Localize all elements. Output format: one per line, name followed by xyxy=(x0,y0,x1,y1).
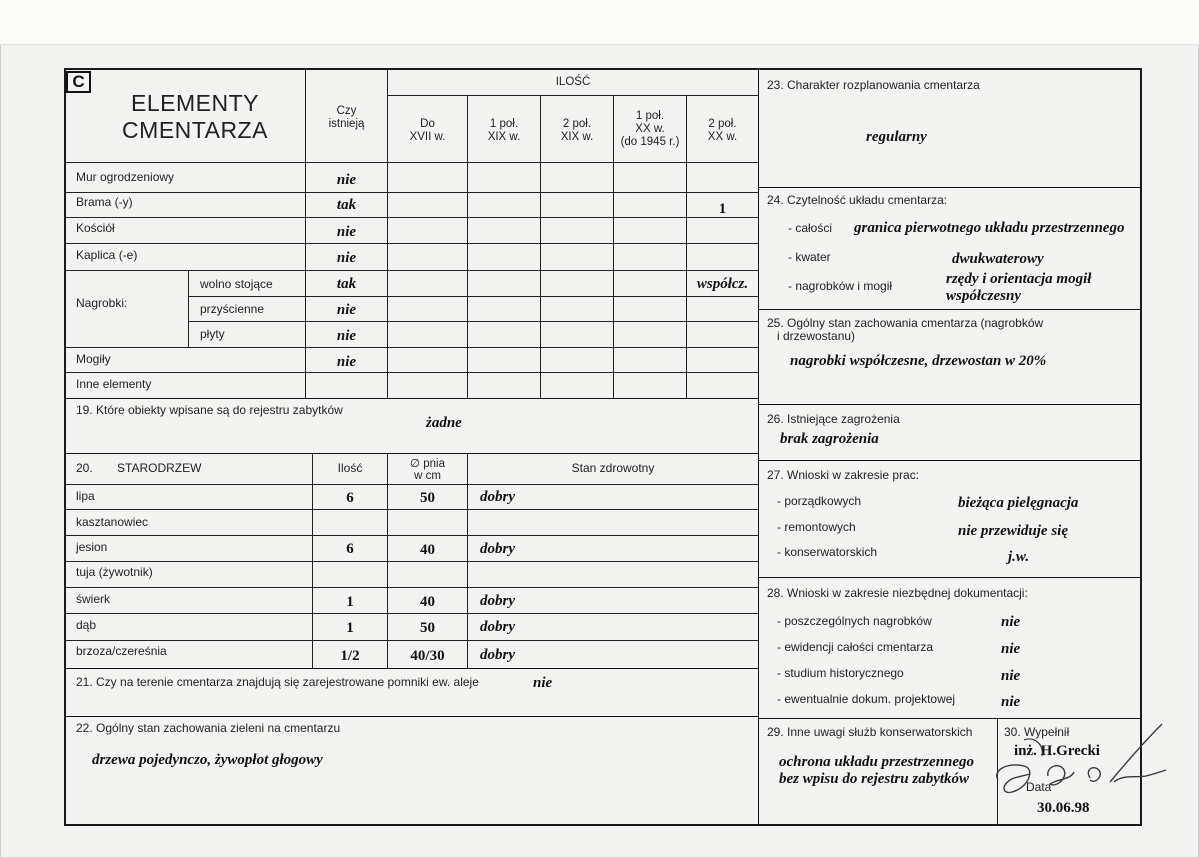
row-exists-slabs: nie xyxy=(336,328,357,344)
tree-qty: 1 xyxy=(346,594,354,610)
row-gate-count: 1 xyxy=(718,201,727,217)
q28-history-label: - studium historycznego xyxy=(777,666,904,680)
tree-species: tuja (żywotnik) xyxy=(76,565,153,579)
tree-species: świerk xyxy=(76,592,111,606)
row-exists-chapel: nie xyxy=(336,250,357,266)
q19-answer: żadne xyxy=(426,415,462,431)
q29-answer-line1: ochrona układu przestrzennego xyxy=(779,754,975,770)
q24-quarters-label: - kwater xyxy=(788,250,831,264)
tree-species: kasztanowiec xyxy=(76,515,149,529)
tree-species: jesion xyxy=(76,540,108,554)
q24-graves-answer-line2: współczesny xyxy=(946,288,1021,304)
row-label-gate: Brama (-y) xyxy=(76,195,133,209)
q29-answer-line2: bez wpisu do rejestru zabytków xyxy=(779,771,970,787)
q30-date: 30.06.98 xyxy=(1037,800,1090,816)
row-freestanding-period: współcz. xyxy=(696,276,749,292)
scan-top-margin xyxy=(0,0,1199,45)
q27-label: 27. Wnioski w zakresie prac: xyxy=(767,468,920,482)
period-1-line1: Do xyxy=(420,118,435,130)
q28-records-answer: nie xyxy=(1001,641,1021,657)
row-label-other: Inne elementy xyxy=(76,377,152,391)
row-exists-wall: nie xyxy=(336,172,357,188)
q27-repair-label: - remontowych xyxy=(777,520,856,534)
row-exists-graves: nie xyxy=(336,354,357,370)
q24-quarters-answer: dwukwaterowy xyxy=(952,251,1044,267)
col-exists-line2: istnieją xyxy=(328,118,365,130)
row-label-wall: Mur ogrodzeniowy xyxy=(76,170,175,184)
tree-qty: 1 xyxy=(346,620,354,636)
tree-health: dobry xyxy=(480,489,515,505)
tree-health: dobry xyxy=(480,593,515,609)
form-grid xyxy=(64,68,1142,826)
q28-history-answer: nie xyxy=(1001,668,1021,684)
row-label-freestanding: wolno stojące xyxy=(200,277,273,291)
period-2-line2: XIX w. xyxy=(487,131,521,143)
starodrzew-col-qty: Ilość xyxy=(337,461,363,475)
row-label-wall-mounted: przyścienne xyxy=(200,302,265,316)
q27-conservation-answer: j.w. xyxy=(1008,549,1030,565)
q25-label-line1: 25. Ogólny stan zachowania cmentarza (nagrobków xyxy=(767,316,1044,330)
section-title-line1: ELEMENTY xyxy=(131,90,259,116)
q23-label: 23. Charakter rozplanowania cmentarza xyxy=(767,78,980,92)
q28-graves-label: - poszczególnych nagrobków xyxy=(777,614,932,628)
tree-qty: 1/2 xyxy=(340,648,360,664)
tree-qty: 6 xyxy=(346,490,354,506)
tree-diam: 40 xyxy=(420,594,435,610)
period-4-line2: XX w. xyxy=(635,123,665,135)
period-5-line1: 2 poł. xyxy=(708,118,737,130)
row-exists-wall-mounted: nie xyxy=(336,302,357,318)
period-5-line2: XX w. xyxy=(707,131,738,143)
period-3-line2: XIX w. xyxy=(560,131,594,143)
row-label-church: Kościół xyxy=(76,221,115,235)
tree-health: dobry xyxy=(480,541,515,557)
q24-whole-label: - całości xyxy=(788,221,833,235)
q21-label: 21. Czy na terenie cmentarza znajdują się zarejestrowane pomniki ew. aleje xyxy=(76,675,479,689)
tree-diam: 40/30 xyxy=(410,648,445,664)
row-label-graves: Mogiły xyxy=(76,352,111,366)
q27-repair-answer: nie przewiduje się xyxy=(958,523,1069,539)
starodrzew-col-health: Stan zdrowotny xyxy=(571,461,655,475)
q28-records-label: - ewidencji całości cmentarza xyxy=(777,640,934,654)
q29-label: 29. Inne uwagi służb konserwatorskich xyxy=(767,725,973,739)
row-exists-gate: tak xyxy=(336,197,357,213)
starodrzew-col-diam-line1: ∅ pnia xyxy=(410,458,445,470)
row-label-slabs: płyty xyxy=(200,327,225,341)
row-exists-freestanding: tak xyxy=(336,276,357,292)
tree-health: dobry xyxy=(480,647,515,663)
starodrzew-col-diam-line2: w cm xyxy=(414,470,441,482)
q27-cleaning-label: - porządkowych xyxy=(777,494,862,508)
q22-answer: drzewa pojedynczo, żywopłot głogowy xyxy=(92,752,323,768)
q19-label: 19. Które obiekty wpisane są do rejestru zabytków xyxy=(76,403,343,417)
q28-graves-answer: nie xyxy=(1001,614,1021,630)
col-exists-line1: Czy xyxy=(336,105,357,117)
q24-graves-answer-line1: rzędy i orientacja mogił xyxy=(946,271,1092,287)
q30-date-label: Data xyxy=(1026,780,1052,794)
q21-answer: nie xyxy=(533,675,553,691)
q25-label-line2: i drzewostanu) xyxy=(777,329,856,343)
col-ilosc-header: ILOŚĆ xyxy=(555,76,591,88)
nagrobki-label: Nagrobki: xyxy=(76,296,128,310)
section-title-line2: CMENTARZA xyxy=(122,117,268,143)
row-exists-church: nie xyxy=(336,224,357,240)
tree-species: brzoza/czereśnia xyxy=(76,644,167,658)
tree-qty: 6 xyxy=(346,541,354,557)
q25-answer: nagrobki współczesne, drzewostan w 20% xyxy=(790,353,1047,369)
section-letter: C xyxy=(66,71,91,93)
period-3-line1: 2 poł. xyxy=(562,118,592,130)
q24-label: 24. Czytelność układu cmentarza: xyxy=(767,193,948,207)
q27-cleaning-answer: bieżąca pielęgnacja xyxy=(958,495,1079,511)
q28-project-label: - ewentualnie dokum. projektowej xyxy=(777,692,956,706)
period-1-line2: XVII w. xyxy=(409,131,446,143)
q26-label: 26. Istniejące zagrożenia xyxy=(767,412,900,426)
q28-project-answer: nie xyxy=(1001,694,1021,710)
q24-whole-answer: granica pierwotnego układu przestrzennego xyxy=(854,220,1125,236)
period-4-line1: 1 poł. xyxy=(635,110,665,122)
q30-label: 30. Wypełnił xyxy=(1004,725,1070,739)
starodrzew-number: 20. xyxy=(76,461,93,475)
tree-diam: 40 xyxy=(420,542,435,558)
tree-diam: 50 xyxy=(420,490,435,506)
period-4-line3: (do 1945 r.) xyxy=(620,136,680,148)
row-label-chapel: Kaplica (-e) xyxy=(76,248,138,262)
handwritten-signature xyxy=(990,718,1170,818)
period-2-line1: 1 poł. xyxy=(489,118,519,130)
tree-species: dąb xyxy=(76,618,97,632)
q22-label: 22. Ogólny stan zachowania zieleni na cmentarzu xyxy=(76,721,341,735)
starodrzew-title: STARODRZEW xyxy=(117,461,202,475)
tree-species: lipa xyxy=(76,489,95,503)
q27-conservation-label: - konserwatorskich xyxy=(777,545,878,559)
tree-health: dobry xyxy=(480,619,515,635)
q23-answer: regularny xyxy=(866,129,927,145)
q30-name: inż. H.Grecki xyxy=(1014,743,1100,759)
q24-graves-label: - nagrobków i mogił xyxy=(788,279,893,293)
q26-answer: brak zagrożenia xyxy=(780,431,879,447)
q28-label: 28. Wnioski w zakresie niezbędnej dokumentacji: xyxy=(767,586,1028,600)
tree-diam: 50 xyxy=(420,620,435,636)
